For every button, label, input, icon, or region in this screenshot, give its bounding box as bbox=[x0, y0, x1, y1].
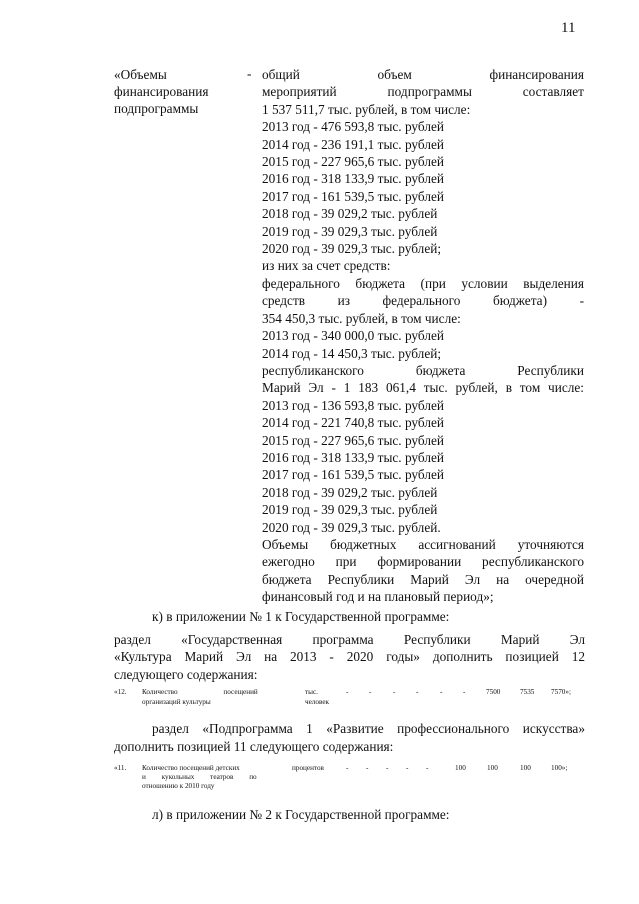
para-k-line: к) в приложении № 1 к Государственной программе: bbox=[152, 609, 450, 624]
row-dash: - bbox=[346, 688, 349, 696]
passport-label-line: финансирования bbox=[114, 84, 209, 99]
page-number: 11 bbox=[561, 20, 576, 36]
row-value: 100 bbox=[520, 764, 531, 772]
para-sub1-line: раздел «Подпрограмма 1 «Развитие профессионального искусства» bbox=[152, 721, 585, 736]
passport-line: общий объем финансирования bbox=[262, 67, 584, 82]
para-k-line: «Культура Марий Эл на 2013 - 2020 годы» дополнить позицией 12 bbox=[114, 649, 585, 664]
passport-line: 2020 год - 39 029,3 тыс. рублей; bbox=[262, 241, 442, 257]
passport-line: 1 537 511,7 тыс. рублей, в том числе: bbox=[262, 101, 471, 117]
row-name-line: Количество посещений bbox=[142, 688, 258, 696]
passport-line: Марий Эл - 1 183 061,4 тыс. рублей, в том числе: bbox=[262, 380, 584, 396]
passport-line: ежегодно при формировании республиканского bbox=[262, 554, 584, 570]
passport-line: 2019 год - 39 029,3 тыс. рублей bbox=[262, 502, 438, 518]
passport-line: 354 450,3 тыс. рублей, в том числе: bbox=[262, 310, 461, 326]
passport-line: средств из федерального бюджета) - bbox=[262, 293, 584, 309]
passport-dash: - bbox=[247, 66, 252, 81]
row-unit-line: тыс. bbox=[305, 688, 318, 696]
para-sub1-line: дополнить позицией 11 следующего содержания: bbox=[114, 739, 394, 754]
passport-line: 2013 год - 136 593,8 тыс. рублей bbox=[262, 397, 444, 413]
passport-line: 2018 год - 39 029,2 тыс. рублей bbox=[262, 206, 438, 222]
passport-line: 2014 год - 236 191,1 тыс. рублей bbox=[262, 136, 444, 152]
para-l-line: л) в приложении № 2 к Государственной программе: bbox=[152, 807, 450, 822]
passport-line: бюджета Республики Марий Эл на очередной bbox=[262, 571, 584, 587]
row-value: 100 bbox=[455, 764, 466, 772]
para-k-line: следующего содержания: bbox=[114, 667, 258, 682]
passport-line: мероприятий подпрограммы составляет bbox=[262, 84, 584, 100]
row-dash: - bbox=[369, 688, 372, 696]
row-value: 7570»; bbox=[551, 688, 571, 696]
passport-line: Объемы бюджетных ассигнований уточняются bbox=[262, 536, 584, 552]
row-dash: - bbox=[426, 764, 429, 772]
row-value: 100»; bbox=[551, 764, 568, 772]
row-dash: - bbox=[386, 764, 389, 772]
passport-line: республиканского бюджета Республики bbox=[262, 362, 584, 378]
row-value: 7535 bbox=[520, 688, 535, 696]
passport-line: финансовый год и на плановый период»; bbox=[262, 589, 494, 605]
passport-line: 2014 год - 14 450,3 тыс. рублей; bbox=[262, 345, 442, 361]
passport-line: 2014 год - 221 740,8 тыс. рублей bbox=[262, 415, 444, 431]
table-row-12 bbox=[114, 688, 594, 710]
passport-line: 2015 год - 227 965,6 тыс. рублей bbox=[262, 154, 444, 170]
row-dash: - bbox=[366, 764, 369, 772]
passport-line: 2017 год - 161 539,5 тыс. рублей bbox=[262, 467, 444, 483]
row-dash: - bbox=[346, 764, 349, 772]
row-unit-line: человек bbox=[305, 698, 330, 706]
passport-line: 2019 год - 39 029,3 тыс. рублей bbox=[262, 223, 438, 239]
passport-line: 2016 год - 318 133,9 тыс. рублей bbox=[262, 449, 444, 465]
passport-line: 2013 год - 476 593,8 тыс. рублей bbox=[262, 119, 444, 135]
row-dash: - bbox=[393, 688, 396, 696]
passport-line: 2020 год - 39 029,3 тыс. рублей. bbox=[262, 519, 441, 535]
row-name-line: отношению к 2010 году bbox=[142, 782, 215, 790]
passport-line: 2013 год - 340 000,0 тыс. рублей bbox=[262, 328, 444, 344]
row-dash: - bbox=[406, 764, 409, 772]
row-value: 100 bbox=[487, 764, 498, 772]
table-row-11 bbox=[114, 764, 594, 796]
row-number: «11. bbox=[114, 764, 127, 772]
passport-line: 2017 год - 161 539,5 тыс. рублей bbox=[262, 188, 444, 204]
row-dash: - bbox=[463, 688, 466, 696]
passport-value bbox=[262, 66, 584, 606]
row-dash: - bbox=[416, 688, 419, 696]
row-value: 7500 bbox=[486, 688, 501, 696]
row-dash: - bbox=[440, 688, 443, 696]
passport-line: 2015 год - 227 965,6 тыс. рублей bbox=[262, 432, 444, 448]
passport-label bbox=[114, 66, 254, 117]
passport-line: 2018 год - 39 029,2 тыс. рублей bbox=[262, 484, 438, 500]
para-k-line: раздел «Государственная программа Республики Марий Эл bbox=[114, 632, 585, 647]
row-name bbox=[142, 688, 292, 697]
row-name-line: организаций культуры bbox=[142, 698, 211, 706]
passport-line: из них за счет средств: bbox=[262, 258, 391, 274]
passport-label-line: «Объемы bbox=[114, 67, 167, 82]
row-unit: процентов bbox=[292, 764, 324, 772]
passport-line: 2016 год - 318 133,9 тыс. рублей bbox=[262, 171, 444, 187]
row-name-line: и кукольных театров по bbox=[142, 773, 257, 781]
row-name-line: Количество посещений детских bbox=[142, 764, 240, 772]
row-number: «12. bbox=[114, 688, 127, 696]
passport-line: федерального бюджета (при условии выделения bbox=[262, 275, 584, 291]
passport-label-line: подпрограммы bbox=[114, 101, 199, 116]
